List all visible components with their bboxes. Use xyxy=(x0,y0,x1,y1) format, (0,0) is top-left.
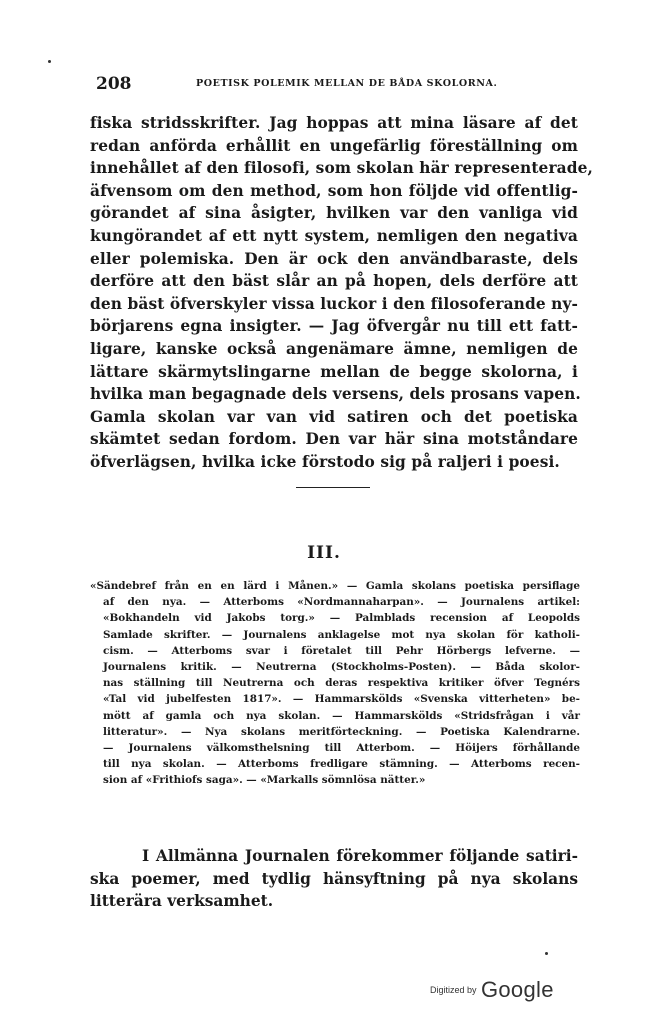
print-speck xyxy=(545,952,548,955)
body-line: derföre att den bäst slår an på hopen, dels derföre att xyxy=(90,272,578,291)
summary-line: cism. — Atterboms svar i företalet till Pehr Hörbergs lefverne. — xyxy=(103,644,580,657)
paragraph-line: ska poemer, med tydlig hänsyftning på nya skolans xyxy=(90,869,578,888)
body-paragraph xyxy=(90,112,593,474)
body-line: kungörandet af ett nytt system, nemligen den negativa xyxy=(90,226,578,245)
summary-line: sion af «Frithiofs saga». — «Markalls sömnlösa nätter.» xyxy=(103,774,426,787)
page-header xyxy=(96,74,566,96)
summary-line: litteratur». — Nya skolans meritförteckning. — Poetiska Kalendrarne. xyxy=(103,725,580,738)
opening-paragraph xyxy=(90,845,578,913)
print-speck xyxy=(48,60,51,63)
summary-line: «Tal vid jubelfesten 1817». — Hammarskölds «Svenska vitterheten» be- xyxy=(103,693,580,706)
body-line: Gamla skolan var van vid satiren och det poetiska xyxy=(90,407,578,426)
watermark-prefix: Digitized by xyxy=(430,985,477,995)
summary-line: till nya skolan. — Atterboms fredligare stämning. — Atterboms recen- xyxy=(103,758,580,771)
body-line: görandet af sina åsigter, hvilken var den vanliga vid xyxy=(90,204,578,223)
section-divider xyxy=(296,487,370,488)
body-line: börjarens egna insigter. — Jag öfvergår nu till ett fatt- xyxy=(90,317,578,336)
summary-line: af den nya. — Atterboms «Nordmannaharpan». — Journalens artikel: xyxy=(103,596,580,609)
summary-line: Journalens kritik. — Neutrerna (Stockholms-Posten). — Båda skolor- xyxy=(103,661,580,674)
running-head: POETISK POLEMIK MELLAN DE BÅDA SKOLORNA. xyxy=(196,78,498,89)
watermark-brand: Google xyxy=(480,977,554,1002)
summary-line: «Bokhandeln vid Jakobs torg.» — Palmblads recension af Leopolds xyxy=(103,612,580,625)
summary-line: mött af gamla och nya skolan. — Hammarskölds «Stridsfrågan i vår xyxy=(103,709,580,722)
body-line: eller polemiska. Den är ock den användbaraste, dels xyxy=(90,249,578,268)
body-line: lättare skärmytslingarne mellan de begge skolorna, i xyxy=(90,362,578,381)
summary-line: nas ställning till Neutrerna och deras respektiva kritiker öfver Tegnérs xyxy=(103,677,580,690)
body-line: fiska stridsskrifter. Jag hoppas att mina läsare af det xyxy=(90,114,578,132)
body-line: skämtet sedan fordom. Den var här sina motståndare xyxy=(90,430,578,449)
page-number: 208 xyxy=(96,74,132,94)
body-line: äfvensom om den method, som hon följde vid offentlig- xyxy=(90,181,578,200)
body-line: öfverlägsen, hvilka icke förstodo sig på raljeri i poesi. xyxy=(90,452,560,471)
paragraph-line: I Allmänna Journalen förekommer följande satiri- xyxy=(142,847,578,865)
body-line: den bäst öfverskyler vissa luckor i den filosoferande ny- xyxy=(90,294,578,313)
section-numeral: III. xyxy=(307,543,341,563)
body-line: ligare, kanske också angenämare ämne, nemligen de xyxy=(90,339,578,358)
chapter-summary xyxy=(90,578,580,789)
body-line: hvilka man begagnade dels versens, dels prosans vapen. xyxy=(90,385,581,404)
body-line: redan anförda erhållit en ungefärlig föreställning om xyxy=(90,136,578,155)
summary-line: — Journalens välkomsthelsning till Atterbom. — Höijers förhållande xyxy=(103,742,580,755)
paragraph-line: litterära verksamhet. xyxy=(90,892,274,911)
summary-line: Samlade skrifter. — Journalens anklagelse mot nya skolan för katholi- xyxy=(103,628,580,641)
summary-line: «Sändebref från en en lärd i Månen.» — Gamla skolans poetiska persiflage xyxy=(90,580,580,592)
digitization-watermark xyxy=(430,977,554,1003)
body-line: innehållet af den filosofi, som skolan här representerade, xyxy=(90,159,593,178)
